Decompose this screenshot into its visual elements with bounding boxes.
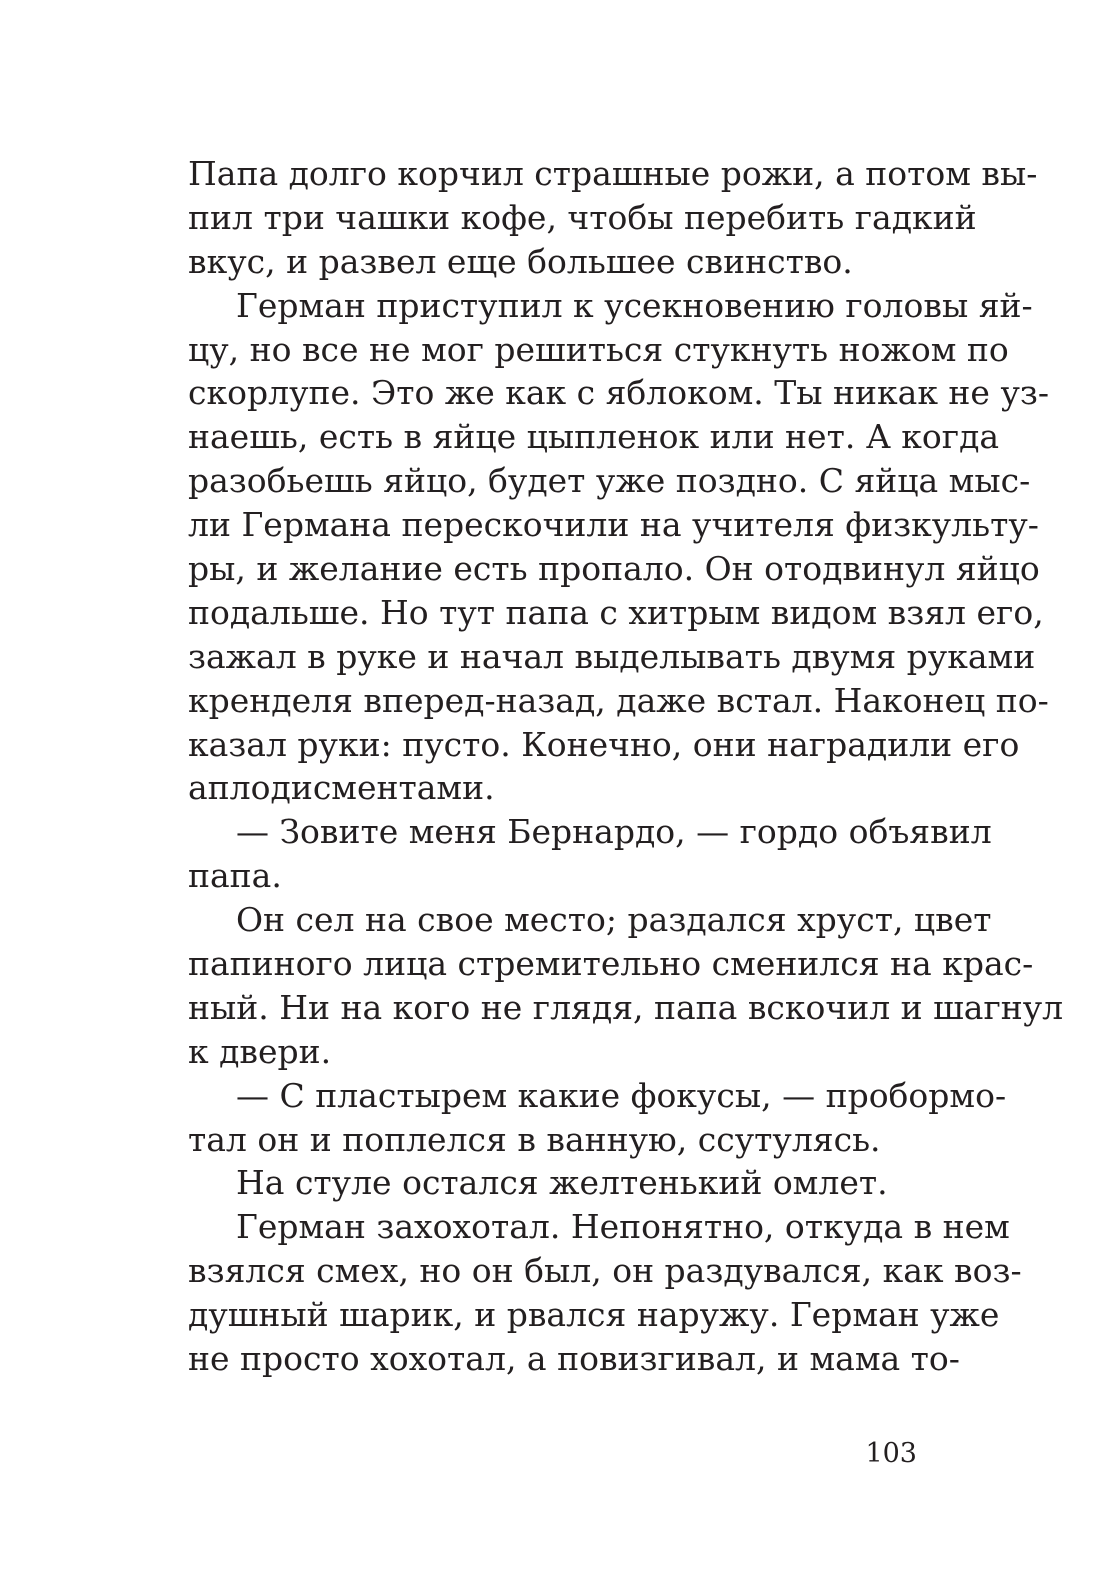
body-text [188,152,1064,1381]
text-line: Папа долго корчил страшные рожи, а потом вы- [188,154,1038,193]
text-line: к двери. [188,1031,332,1071]
text-line: не просто хохотал, а повизгивал, и мама то- [188,1339,960,1379]
text-line: ли Германа перескочили на учителя физкульту- [188,505,1039,545]
text-line: наешь, есть в яйце цыпленок или нет. А когда [188,417,1000,457]
text-line: кренделя вперед-назад, даже встал. Наконец по- [188,680,1049,720]
text-line: Герман приступил к усекновению головы яй- [236,285,1033,325]
text-line: зажал в руке и начал выделывать двумя руками [188,636,1036,676]
text-line: цу, но все не мог решиться стукнуть ножом по [188,329,1009,369]
text-line: душный шарик, и рвался наружу. Герман уже [188,1295,1000,1335]
text-line: казал руки: пусто. Конечно, они наградили его [188,724,1020,764]
text-line: Он сел на свое место; раздался хруст, цвет [236,900,992,940]
text-line: вкус, и развел еще большее свинство. [188,241,853,281]
text-line: ры, и желание есть пропало. Он отодвинул яйцо [188,549,1040,589]
text-line: скорлупе. Это же как с яблоком. Ты никак не уз- [188,373,1050,413]
text-line: — С пластырем какие фокусы, — пробормо- [236,1075,1007,1115]
text-line: аплодисментами. [188,768,495,808]
text-line: Герман захохотал. Непонятно, откуда в нем [236,1207,1010,1247]
text-line: — Зовите меня Бернардо, — гордо объявил [236,812,992,852]
text-line: взялся смех, но он был, он раздувался, как воз- [188,1251,1022,1291]
text-line: папиного лица стремительно сменился на крас- [188,944,1034,984]
text-line: На стуле остался желтенький омлет. [236,1163,888,1203]
text-line: пил три чашки кофе, чтобы перебить гадкий [188,197,977,237]
text-line: папа. [188,856,282,896]
text-line: разобьешь яйцо, будет уже поздно. С яйца мыс- [188,461,1031,501]
page-number: 103 [865,1438,917,1469]
text-line: ный. Ни на кого не глядя, папа вскочил и шагнул [188,987,1064,1027]
text-line: подальше. Но тут папа с хитрым видом взял его, [188,592,1044,632]
text-line: тал он и поплелся в ванную, ссутулясь. [188,1119,881,1159]
